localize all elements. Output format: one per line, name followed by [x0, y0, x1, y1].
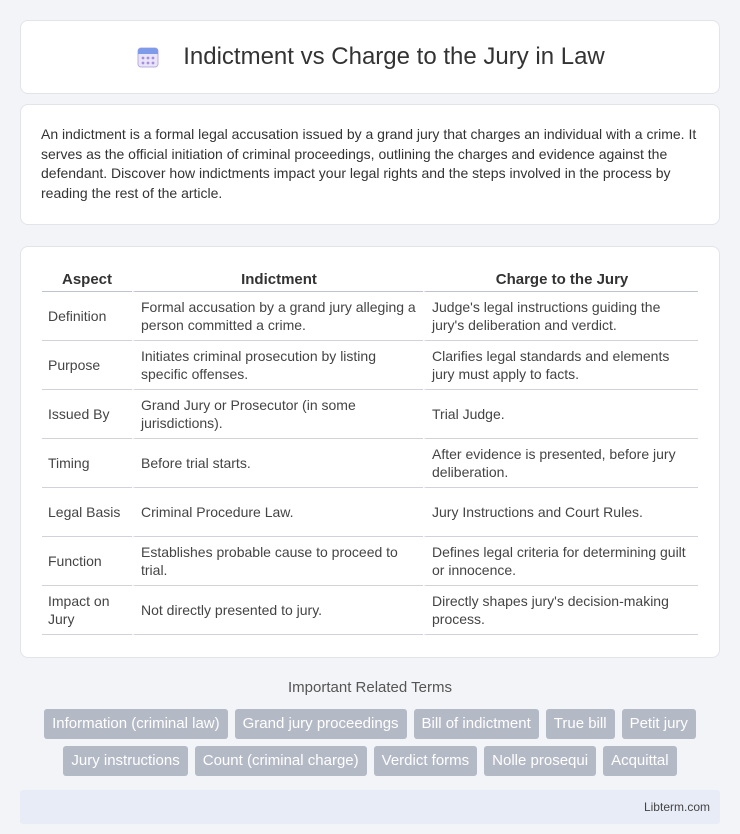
- related-term-tag[interactable]: Nolle prosequi: [484, 746, 596, 776]
- charge-cell: Jury Instructions and Court Rules.: [423, 488, 698, 537]
- comparison-table-card: [20, 246, 720, 658]
- table-row: [42, 439, 698, 488]
- related-term-tag[interactable]: Information (criminal law): [44, 709, 228, 739]
- comparison-table: [42, 267, 698, 635]
- footer-site-link[interactable]: Libterm.com: [643, 800, 710, 814]
- related-terms-title: Important Related Terms: [288, 679, 452, 696]
- related-term-tag[interactable]: Acquittal: [603, 746, 677, 776]
- column-header-charge: Charge to the Jury: [423, 267, 698, 292]
- related-term-tag[interactable]: Verdict forms: [374, 746, 478, 776]
- aspect-cell: Definition: [42, 292, 132, 341]
- related-term-tag[interactable]: Count (criminal charge): [195, 746, 367, 776]
- aspect-cell: Impact on Jury: [42, 586, 132, 635]
- page-header: [20, 20, 720, 94]
- indictment-cell: Grand Jury or Prosecutor (in some jurisdictions).: [132, 390, 423, 439]
- column-header-aspect: Aspect: [42, 267, 132, 292]
- charge-cell: Judge's legal instructions guiding the jury's deliberation and verdict.: [423, 292, 698, 341]
- related-term-tag[interactable]: Petit jury: [622, 709, 696, 739]
- aspect-cell: Function: [42, 537, 132, 586]
- table-row: [42, 341, 698, 390]
- aspect-cell: Legal Basis: [42, 488, 132, 537]
- indictment-cell: Initiates criminal prosecution by listing specific offenses.: [132, 341, 423, 390]
- charge-cell: Clarifies legal standards and elements jury must apply to facts.: [423, 341, 698, 390]
- charge-cell: Defines legal criteria for determining guilt or innocence.: [423, 537, 698, 586]
- page-title: Indictment vs Charge to the Jury in Law: [183, 43, 605, 70]
- indictment-cell: Before trial starts.: [132, 439, 423, 488]
- related-term-tag[interactable]: Grand jury proceedings: [235, 709, 407, 739]
- charge-cell: Trial Judge.: [423, 390, 698, 439]
- table-row: [42, 586, 698, 635]
- table-row: [42, 292, 698, 341]
- table-row: [42, 390, 698, 439]
- aspect-cell: Purpose: [42, 341, 132, 390]
- charge-cell: After evidence is presented, before jury deliberation.: [423, 439, 698, 488]
- table-header-row: [42, 267, 698, 292]
- related-terms-list: [20, 709, 720, 776]
- related-term-tag[interactable]: Bill of indictment: [414, 709, 539, 739]
- aspect-cell: Issued By: [42, 390, 132, 439]
- related-term-tag[interactable]: Jury instructions: [63, 746, 187, 776]
- table-row: [42, 537, 698, 586]
- page-footer: [20, 790, 720, 824]
- indictment-cell: Formal accusation by a grand jury alleging a person committed a crime.: [132, 292, 423, 341]
- table-row: [42, 488, 698, 537]
- indictment-cell: Criminal Procedure Law.: [132, 488, 423, 537]
- intro-paragraph: An indictment is a formal legal accusation issued by a grand jury that charges an individual with a crime. It serves as the official initiation of criminal proceedings, outlining the charges and evidence against the defendant. Discover how indictments impact your legal rights and the steps involved in the process by reading the rest of the article.: [20, 104, 720, 225]
- charge-cell: Directly shapes jury's decision-making process.: [423, 586, 698, 635]
- indictment-cell: Establishes probable cause to proceed to trial.: [132, 537, 423, 586]
- related-term-tag[interactable]: True bill: [546, 709, 615, 739]
- column-header-indictment: Indictment: [132, 267, 423, 292]
- calendar-icon: [135, 44, 161, 70]
- aspect-cell: Timing: [42, 439, 132, 488]
- indictment-cell: Not directly presented to jury.: [132, 586, 423, 635]
